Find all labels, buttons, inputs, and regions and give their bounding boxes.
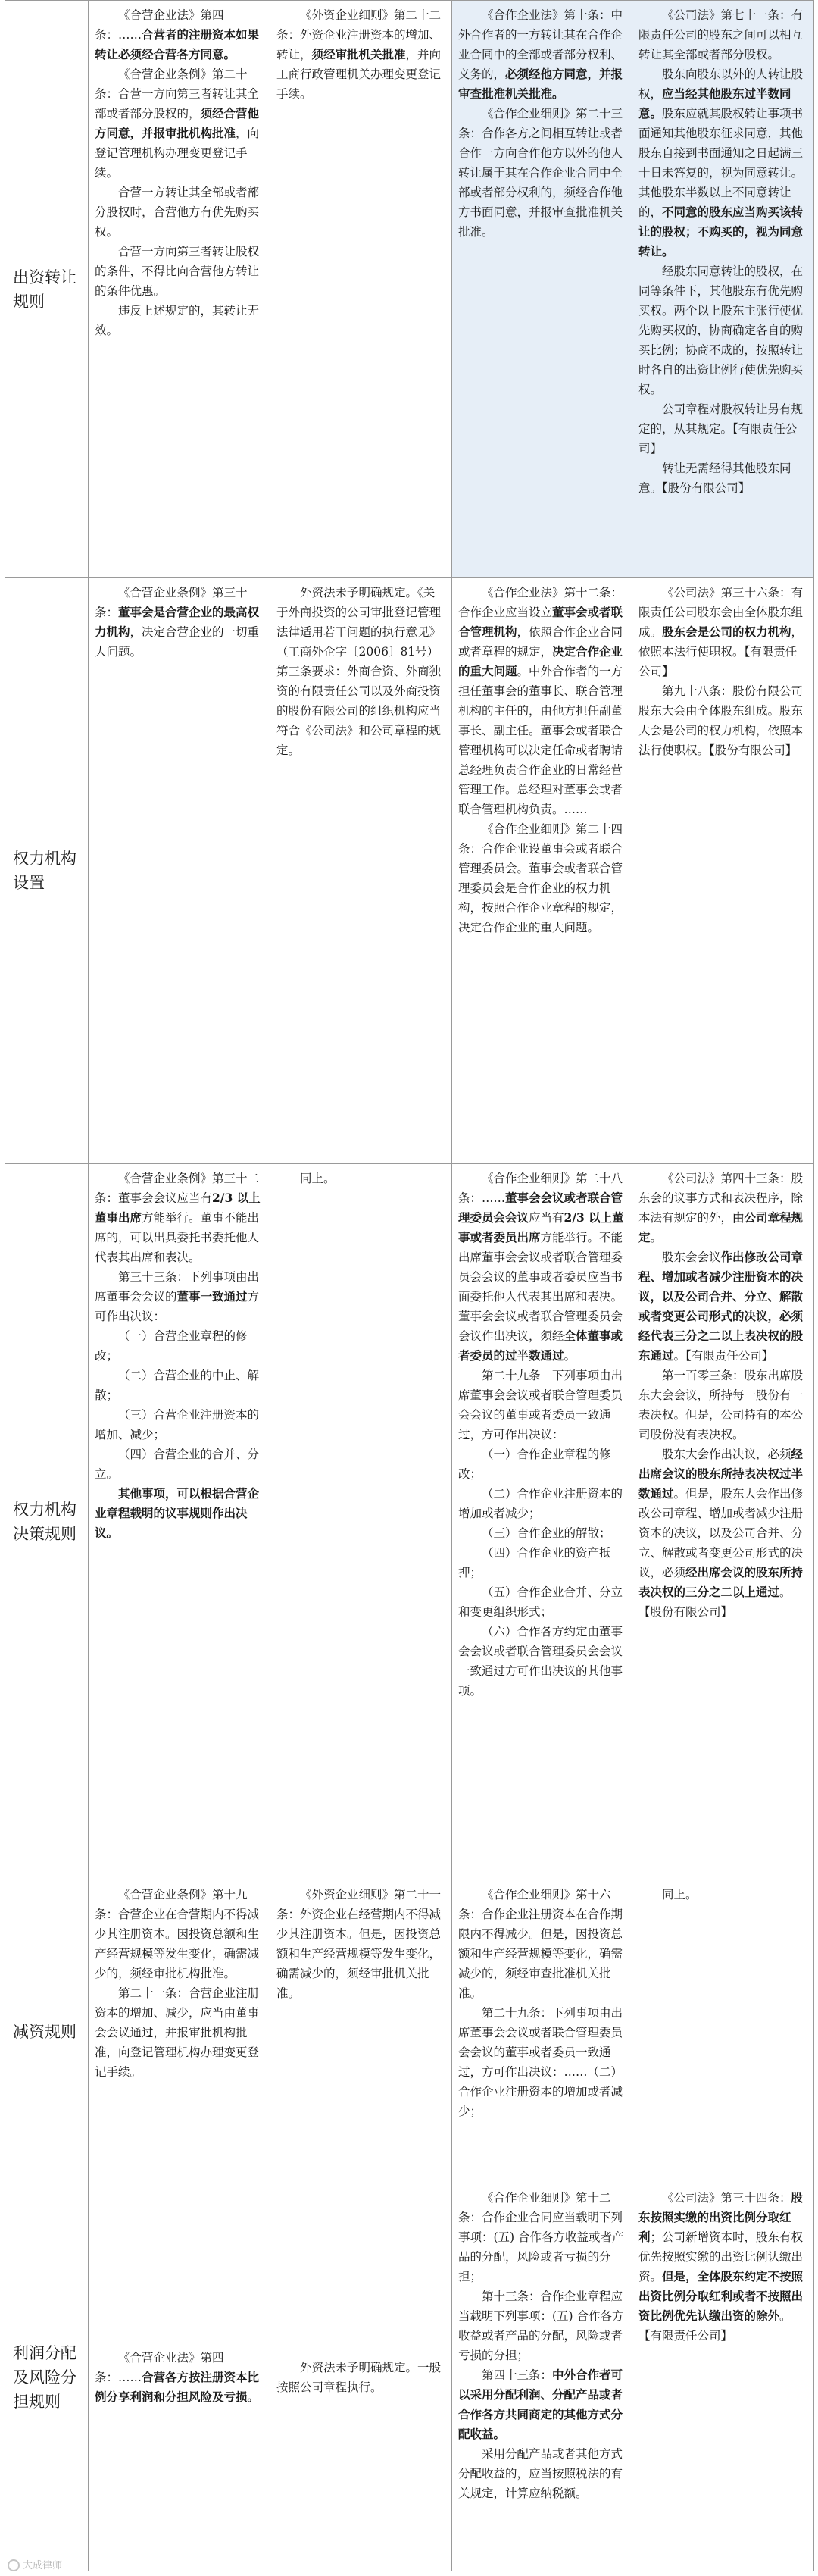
provision-paragraph — [458, 2003, 626, 2121]
text-run: 股东向股东以外的人转让股权， — [638, 67, 804, 101]
emphasized-text: 其他事项，可以根据合营企业章程载明的议事规则作出决议。 — [95, 1486, 260, 1540]
provision-paragraph — [95, 1326, 264, 1366]
emphasized-text: 经出席会议的股东所持表决权过半数通过 — [638, 1447, 804, 1501]
provision-paragraph — [458, 2365, 626, 2444]
text-run: ，并向工商行政管理机关办理变更登记手续。 — [276, 48, 442, 101]
emphasized-text: 不同意的股东应当购买该转让的股权；不购买的，视为同意转让。 — [638, 205, 804, 258]
emphasized-text: 2/3 以上董事或者委员出席 — [458, 1210, 624, 1244]
text-run: 股东会会议 — [662, 1250, 721, 1264]
provision-paragraph — [95, 583, 264, 662]
emphasized-text: 须经合营他方同意，并报审批机构批准 — [95, 106, 260, 140]
text-run: 第一百零三条：股东出席股东大会会议，所持每一股份有一表决权。但是，公司持有的本公司股份没有表决权。 — [638, 1369, 804, 1441]
provision-paragraph — [276, 583, 445, 760]
text-run: ，依照本法行使职权。【有限责任公司】 — [638, 625, 804, 678]
text-run: 。【股份有限公司】 — [638, 1585, 791, 1619]
text-run: （一）合作企业章程的修改； — [458, 1448, 611, 1481]
text-run: 同上。 — [300, 1172, 336, 1185]
text-run: 《合营企业条例》第三十条： — [95, 586, 248, 619]
text-run: 《合作企业细则》第十二条：合作企业合同应当载明下列事项：(五) 合作各方收益或者产品的分配，风险或者亏损的分担； — [458, 2191, 624, 2283]
provision-paragraph — [458, 583, 626, 819]
comparison-table — [5, 0, 814, 2571]
provision-paragraph — [95, 2348, 264, 2407]
provision-paragraph — [95, 183, 264, 242]
cell-cooperative-jv — [452, 1, 632, 578]
text-run: 第九十八条：股份有限公司股东大会由全体股东组成。股东大会是公司的权力机构，依照本法行使职权。【股份有限公司】 — [638, 684, 804, 757]
text-run: 《合作企业法》第十条：中外合作者的一方转让其在合作企业合同中的全部或者部分权利、义务的， — [458, 8, 623, 81]
provision-paragraph — [638, 64, 807, 261]
provision-paragraph — [638, 5, 807, 64]
provision-paragraph — [458, 1543, 626, 1582]
table-row — [5, 578, 814, 1164]
cell-company-law — [632, 2183, 814, 2571]
text-run: 应当有 — [529, 1211, 564, 1225]
text-run: ，向登记管理机构办理变更登记手续。 — [95, 127, 260, 180]
text-run: 第三十三条：下列事项由出席董事会会议的 — [95, 1270, 260, 1304]
text-run: 《合作企业细则》第二十三条：合作各方之间相互转让或者合作一方向合作他方以外的他人转让属于其在合作企业合同中全部或者部分权利的，须经合作他方书面同意，并报审查批准机关批准。 — [458, 107, 623, 239]
text-run: 采用分配产品或者其他方式分配收益的，应当按照税法的有关规定，计算应纳税额。 — [458, 2447, 623, 2500]
text-run: （六）合作各方约定由董事会会议或者联合管理委员会会议一致通过方可作出决议的其他事项。 — [458, 1625, 623, 1698]
text-run: （三）合作企业的解散； — [482, 1526, 611, 1540]
provision-paragraph — [458, 1484, 626, 1523]
text-run: 。 — [564, 1349, 576, 1363]
provision-paragraph — [458, 1445, 626, 1484]
emphasized-text: 董事一致通过 — [176, 1289, 248, 1304]
text-run: 股东应就其股权转让事项书面通知其他股东征求同意，其他股东自接到书面通知之日起满三十日未答复的，视为同意转让。其他股东半数以上不同意转让的， — [638, 107, 804, 219]
text-run: 第二十一条：合营企业注册资本的增加、减少，应当由董事会会议通过，并报审批机构批准，向登记管理机构办理变更登记手续。 — [95, 1986, 260, 2079]
text-run: 。中外合作者的一方担任董事会的董事长、联合管理机构的主任的，由他方担任副董事长、副主任。董事会或者联合管理机构可以决定任命或者聘请总经理负责合作企业的日常经营管理工作。总经理对董事会或者联合管理机构负责。…… — [458, 665, 623, 816]
text-run: 合营一方向第三者转让股权的条件，不得比向合营他方转让的条件优惠。 — [95, 245, 260, 298]
text-run: 方可作出决议： — [95, 1290, 260, 1323]
text-run: 违反上述规定的，其转让无效。 — [95, 304, 260, 337]
provision-paragraph — [95, 1366, 264, 1405]
text-run: 第十三条：合作企业章程应当载明下列事项：(五) 合作各方收益或者产品的分配，风险或者亏损的分担； — [458, 2290, 624, 2362]
provision-paragraph — [458, 1366, 626, 1445]
provision-paragraph — [458, 1582, 626, 1622]
emphasized-text: 作出修改公司章程、增加或者减少注册资本的决议，以及公司合并、分立、解散或者变更公司形式的决议，必须经代表三分之二以上表决权的股东通过 — [638, 1250, 804, 1363]
text-run: 《公司法》第七十一条：有限责任公司的股东之间可以相互转让其全部或者部分股权。 — [638, 8, 804, 61]
text-run: 方能举行。董事不能出席的，可以出具委托书委托他人代表其出席和表决。 — [95, 1211, 260, 1264]
text-run: 。【有限责任公司】 — [673, 1349, 774, 1363]
cell-cooperative-jv — [452, 1164, 632, 1880]
emphasized-text: 全体董事或者委员的过半数通过 — [458, 1329, 623, 1363]
provision-paragraph — [638, 2188, 807, 2346]
text-run: 《公司法》第三十四条： — [662, 2191, 791, 2205]
provision-paragraph — [638, 1366, 807, 1445]
text-run: 第二十九条 下列事项由出席董事会会议或者联合管理委员会会议的董事或者委员一致通过，方可作出决议： — [458, 1369, 623, 1441]
cell-wfoe — [270, 2183, 452, 2571]
provision-paragraph — [458, 2188, 626, 2286]
text-run: （三）合营企业注册资本的增加、减少； — [95, 1408, 260, 1441]
text-run: （二）合营企业的中止、解散； — [95, 1369, 260, 1402]
emphasized-text: 应当经其他股东过半数同意。 — [638, 86, 791, 121]
provision-paragraph — [458, 819, 626, 937]
text-run: （二）合作企业注册资本的增加或者减少； — [458, 1487, 623, 1520]
text-run: 《合营企业条例》第三十二条：董事会会议应当有 — [95, 1172, 260, 1205]
provision-paragraph — [458, 1885, 626, 2003]
provision-paragraph — [638, 681, 807, 760]
text-run: （一）合营企业章程的修改； — [95, 1329, 248, 1363]
cell-equity-jv — [89, 578, 270, 1164]
text-run: 外资法未予明确规定。《关于外商投资的公司审批登记管理法律适用若干问题的执行意见》（工商外企字〔2006〕81号）第三条要求：外商合资、外商独资的有限责任公司以及外商投资的股份有限公司的组织机构应当符合《公司法》和公司章程的规定。 — [276, 586, 442, 757]
cell-company-law — [632, 1880, 814, 2183]
text-run: 合营一方转让其全部或者部分股权时，合营他方有优先购买权。 — [95, 186, 260, 239]
provision-paragraph — [458, 2286, 626, 2365]
text-run: 。但是，股东大会作出修改公司章程、增加或者减少注册资本的决议，以及公司合并、分立、解散或者变更公司形式的决议，必须 — [638, 1487, 804, 1579]
text-run: 《合作企业细则》第十六条：合作企业注册资本在合作期限内不得减少。但是，因投资总额和生产经营规模等变化，确需减少的，须经审查批准机关批准。 — [458, 1888, 623, 2000]
emphasized-text: 合营者的注册资本如果转让必须经合营各方同意。 — [95, 27, 260, 61]
emphasized-text: 由公司章程规定 — [638, 1210, 804, 1244]
text-run: 《合营企业条例》第十九条：合营企业在合营期内不得减少其注册资本。因投资总额和生产经营规模等发生变化，确需减少的，须经审批机构批准。 — [95, 1888, 260, 1980]
cell-cooperative-jv — [452, 2183, 632, 2571]
provision-paragraph — [95, 64, 264, 183]
cell-wfoe — [270, 1880, 452, 2183]
text-run: （四）合营企业的合并、分立。 — [95, 1448, 260, 1481]
provision-paragraph — [95, 1885, 264, 1983]
provision-paragraph — [95, 1405, 264, 1445]
cell-wfoe — [270, 1164, 452, 1880]
provision-paragraph — [458, 104, 626, 242]
provision-paragraph — [95, 1169, 264, 1267]
text-run: ；公司新增资本时，股东有权优先按照实缴的出资比例认缴出资。 — [638, 2230, 804, 2283]
emphasized-text: 2/3 以上董事出席 — [95, 1191, 261, 1225]
text-run: 《公司法》第四十三条：股东会的议事方式和表决程序，除本法有规定的外， — [638, 1172, 804, 1225]
text-run: 《合营企业法》第四条：…… — [95, 2350, 224, 2384]
provision-paragraph — [638, 1885, 807, 1905]
text-run: ，决定合营企业的一切重大问题。 — [95, 625, 260, 659]
cell-cooperative-jv — [452, 578, 632, 1164]
table-row — [5, 1880, 814, 2183]
text-run: （四）合作企业的资产抵押； — [458, 1546, 611, 1579]
table-row — [5, 2183, 814, 2571]
emphasized-text: 董事会会议或者联合管理委员会会议 — [458, 1191, 623, 1225]
emphasized-text: 但是，全体股东约定不按照出资比例分取红利或者不按照出资比例优先认缴出资的除外 — [638, 2269, 804, 2323]
row-header-capital-transfer: 出资转让规则 — [5, 1, 89, 578]
provision-paragraph — [458, 2444, 626, 2503]
watermark-logo-icon — [8, 2559, 20, 2571]
provision-paragraph — [95, 1484, 264, 1543]
emphasized-text: 股东按照实缴的出资比例分取红利 — [638, 2190, 804, 2244]
text-run: 《合作企业细则》第二十四条：合作企业设董事会或者联合管理委员会。董事会或者联合管理委员会是合作企业的权力机构，按照合作企业章程的规定，决定合作企业的重大问题。 — [458, 822, 623, 934]
cell-cooperative-jv — [452, 1880, 632, 2183]
cell-company-law — [632, 1, 814, 578]
text-run: 转让无需经得其他股东同意。【股份有限公司】 — [638, 462, 791, 495]
provision-paragraph — [95, 1267, 264, 1326]
provision-paragraph — [638, 1247, 807, 1366]
provision-paragraph — [95, 242, 264, 301]
emphasized-text: 董事会是合营企业的最高权力机构 — [95, 605, 260, 639]
emphasized-text: 须经审批机关批准 — [311, 47, 406, 61]
provision-paragraph — [95, 5, 264, 64]
cell-equity-jv — [89, 1164, 270, 1880]
text-run: （五）合作企业合并、分立和变更组织形式； — [458, 1585, 623, 1619]
provision-paragraph — [638, 459, 807, 498]
emphasized-text: 必须经他方同意，并报审查批准机关批准。 — [458, 67, 623, 101]
emphasized-text: 董事会或者联合管理机构 — [458, 605, 623, 639]
cell-company-law — [632, 1164, 814, 1880]
text-run: 《合作企业细则》第二十八条：…… — [458, 1172, 623, 1205]
provision-paragraph — [638, 261, 807, 399]
provision-paragraph — [276, 1885, 445, 2003]
row-header-capital-reduction: 减资规则 — [5, 1880, 89, 2183]
provision-paragraph — [276, 1169, 445, 1188]
text-run: 。 — [650, 1231, 663, 1244]
row-header-decision-rules: 权力机构决策规则 — [5, 1164, 89, 1880]
cell-equity-jv — [89, 1, 270, 578]
cell-equity-jv — [89, 1880, 270, 2183]
text-run: 第四十三条： — [482, 2368, 553, 2382]
text-run: 方能举行。不能出席董事会会议或者联合管理委员会会议的董事或者委员应当书面委托他人代表其出席和表决。董事会会议或者联合管理委员会会议作出决议，须经 — [458, 1231, 623, 1343]
provision-paragraph — [276, 2358, 445, 2397]
provision-paragraph — [458, 5, 626, 104]
emphasized-text: 经出席会议的股东所持表决权的三分之二以上通过 — [638, 1565, 804, 1599]
text-run: ，依照合作企业合同或者章程的规定， — [458, 625, 623, 659]
provision-paragraph — [458, 1169, 626, 1366]
text-run: 同上。 — [662, 1888, 698, 1901]
row-header-authority-setup: 权力机构设置 — [5, 578, 89, 1164]
text-run: 《合营企业条例》第二十条：合营一方向第三者转让其全部或者部分股权的， — [95, 67, 260, 121]
text-run: 《外资企业细则》第二十一条：外资企业在经营期内不得减少其注册资本。但是，因投资总额和生产经营规模等发生变化，确需减少的，须经审批机关批准。 — [276, 1888, 442, 2000]
text-run: 经股东同意转让的股权，在同等条件下，其他股东有优先购买权。两个以上股东主张行使优先购买权的，协商确定各自的购买比例；协商不成的，按照转让时各自的出资比例行使优先购买权。 — [638, 264, 804, 396]
emphasized-text: 合营各方按注册资本比例分享利润和分担风险及亏损。 — [95, 2369, 260, 2404]
text-run: 外资法未予明确规定。一般按照公司章程执行。 — [276, 2360, 442, 2394]
text-run: 第二十九条：下列事项由出席董事会会议或者联合管理委员会会议的董事或者委员一致通过，方可作出决议：……（二）合作企业注册资本的增加或者减少； — [458, 2006, 623, 2118]
emphasized-text: 决定合作企业的重大问题 — [458, 644, 623, 678]
text-run: 公司章程对股权转让另有规定的，从其规定。【有限责任公司】 — [638, 402, 804, 455]
provision-paragraph — [95, 301, 264, 340]
cell-company-law — [632, 578, 814, 1164]
provision-paragraph — [95, 1445, 264, 1484]
provision-paragraph — [638, 1445, 807, 1622]
provision-paragraph — [638, 399, 807, 459]
text-run: 。【有限责任公司】 — [638, 2309, 791, 2343]
watermark: 大成律师 — [8, 2557, 62, 2572]
cell-wfoe — [270, 1, 452, 578]
table-row — [5, 1, 814, 578]
text-run: 《合作企业法》第十二条：合作企业应当设立 — [458, 586, 623, 619]
provision-paragraph — [458, 1622, 626, 1701]
provision-paragraph — [458, 1523, 626, 1543]
provision-paragraph — [276, 5, 445, 104]
text-run: 《合营企业法》第四条：…… — [95, 8, 224, 42]
text-run: 《外资企业细则》第二十二条：外资企业注册资本的增加、转让， — [276, 8, 442, 61]
provision-paragraph — [638, 583, 807, 681]
cell-wfoe — [270, 578, 452, 1164]
text-run: 股东大会作出决议，必须 — [662, 1448, 791, 1461]
cell-equity-jv — [89, 2183, 270, 2571]
text-run: 《公司法》第三十六条：有限责任公司股东会由全体股东组成。 — [638, 586, 804, 639]
emphasized-text: 股东会是公司的权力机构 — [662, 624, 791, 639]
provision-paragraph — [638, 1169, 807, 1247]
provision-paragraph — [95, 1983, 264, 2082]
row-header-profit-risk: 利润分配及风险分担规则 — [5, 2183, 89, 2571]
emphasized-text: 中外合作者可以采用分配利润、分配产品或者合作各方共同商定的其他方式分配收益。 — [458, 2368, 623, 2441]
table-row — [5, 1164, 814, 1880]
